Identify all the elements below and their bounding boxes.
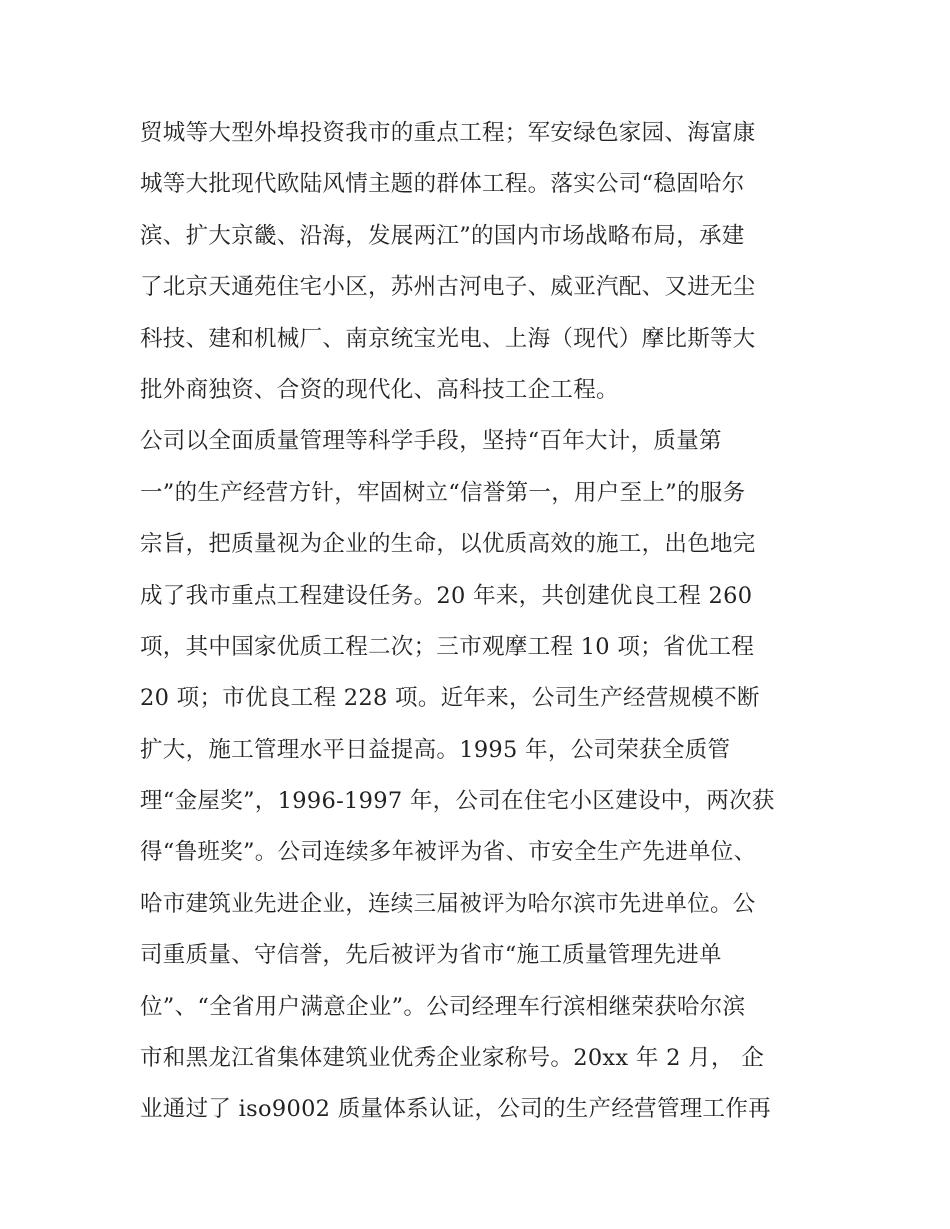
text-line: 司重质量、守信誉，先后被评为省市“施工质量管理先进单 bbox=[140, 942, 722, 969]
text-line: 哈市建筑业先进企业，连续三届被评为哈尔滨市先进单位。公 bbox=[140, 890, 756, 917]
text-line: 业通过了 iso9002 质量体系认证，公司的生产经营管理工作再 bbox=[140, 1096, 771, 1123]
text-line: 批外商独资、合资的现代化、高科技工企工程。 bbox=[140, 376, 619, 403]
text-line: 宗旨，把质量视为企业的生命，以优质高效的施工，出色地完 bbox=[140, 531, 756, 558]
text-line: 得“鲁班奖”。公司连续多年被评为省、市安全生产先进单位、 bbox=[140, 839, 757, 866]
paragraph-2 bbox=[140, 416, 820, 1135]
text-line: 科技、建和机械厂、南京统宝光电、上海（现代）摩比斯等大 bbox=[140, 325, 756, 352]
text-line: 成了我市重点工程建设任务。20 年来，共创建优良工程 260 bbox=[140, 582, 753, 609]
text-line: 市和黑龙江省集体建筑业优秀企业家称号。20xx 年 2 月， 企 bbox=[140, 1045, 765, 1072]
text-line: 城等大批现代欧陆风情主题的群体工程。落实公司“稳固哈尔 bbox=[140, 171, 745, 198]
text-line: 滨、扩大京畿、沿海，发展两江”的国内市场战略布局，承建 bbox=[140, 222, 745, 249]
text-line: 位”、“全省用户满意企业”。公司经理车行滨相继荣获哈尔滨 bbox=[140, 993, 746, 1020]
text-line: 贸城等大型外埠投资我市的重点工程；军安绿色家园、海富康 bbox=[140, 120, 756, 146]
text-line: 了北京天通苑住宅小区，苏州古河电子、威亚汽配、又进无尘 bbox=[140, 274, 756, 301]
text-line: 项，其中国家优质工程二次；三市观摩工程 10 项；省优工程 bbox=[140, 633, 755, 660]
text-line: 一”的生产经营方针，牢固树立“信誉第一，用户至上”的服务 bbox=[140, 479, 746, 506]
text-line: 20 项；市优良工程 228 项。近年来，公司生产经营规模不断 bbox=[140, 685, 760, 712]
document-body bbox=[140, 108, 820, 1136]
text-line: 扩大，施工管理水平日益提高。1995 年，公司荣获全质管 bbox=[140, 736, 731, 763]
paragraph-1 bbox=[140, 108, 820, 416]
text-line: 公司以全面质量管理等科学手段，坚持“百年大计，质量第 bbox=[140, 428, 722, 455]
text-line: 理“金屋奖”，1996-1997 年，公司在住宅小区建设中，两次获 bbox=[140, 788, 775, 815]
